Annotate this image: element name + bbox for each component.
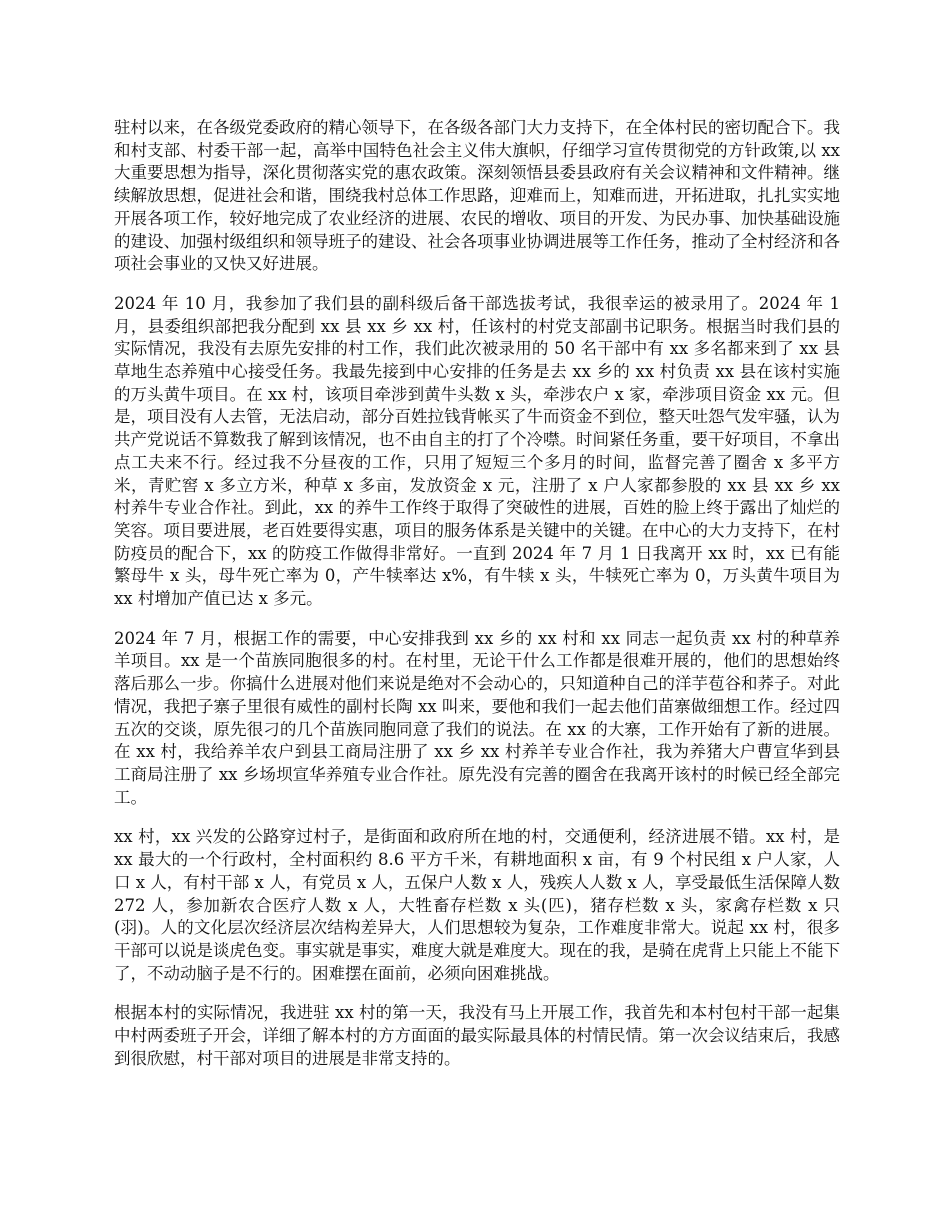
paragraph-sheep-project: 2024 年 7 月，根据工作的需要，中心安排我到 xx 乡的 xx 村和 xx 同志一起负责 xx 村的种草养羊项目。xx 是一个苗族同胞很多的村。在村里，无论干什么工作都是很难开展的，他们的思想始终落后那么一步。你搞什么进展对他们来说是绝对不会动心的，只知道种自己的洋芋苞谷和荞子。对此情况，我把子寨子里很有威性的副村长陶 xx 叫来，要他和我们一起去他们苗寨做细想工作。经过四五次的交谈，原先很刁的几个苗族同胞同意了我们的说法。在 xx 的大寨，工作开始有了新的进展。在 xx 村，我给养羊农户到县工商局注册了 xx 乡 xx 村养羊专业合作社，我为养猪大户曹宣华到县工商局注册了 xx 乡场坝宣华养殖专业合作社。原先没有完善的圈舍在我离开该村的时候已经全部完工。 bbox=[114, 628, 840, 807]
paragraph-cattle-project: 2024 年 10 月，我参加了我们县的副科级后备干部选拔考试，我很幸运的被录用了。2024 年 1 月，县委组织部把我分配到 xx 县 xx 乡 xx 村，任该村的村党支部副书记职务。根据当时我们县的实际情况，我没有去原先安排的村工作，我们此次被录用的 50 名干部中有 xx 多名都来到了 xx 县草地生态养殖中心接受任务。我最先接到中心安排的任务是去 xx 乡的 xx 村负责 xx 县在该村实施的万头黄牛项目。在 xx 村，该项目牵涉到黄牛头数 x 头，牵涉农户 x 家，牵涉项目资金 xx 元。但是，项目没有人去管，无法启动，部分百姓拉钱背帐买了牛而资金不到位，整天吐怨气发牢骚，认为共产党说话不算数我了解到该情况，也不由自主的打了个冷噤。时间紧任务重，要干好项目，不拿出点工夫来不行。经过我不分昼夜的工作，只用了短短三个多月的时间，监督完善了圈舍 x 多平方米，青贮窖 x 多立方米，种草 x 多亩，发放资金 x 元，注册了 x 户人家都参股的 xx 县 xx 乡 xx 村养牛专业合作社。到此，xx 的养牛工作终于取得了突破性的进展，百姓的脸上终于露出了灿烂的笑容。项目要进展，老百姓要得实惠，项目的服务体系是关键中的关键。在中心的大力支持下，在村防疫员的配合下，xx 的防疫工作做得非常好。一直到 2024 年 7 月 1 日我离开 xx 时，xx 已有能繁母牛 x 头，母牛死亡率为 0，产牛犊率达 x%，有牛犊 x 头，牛犊死亡率为 0，万头黄牛项目为 xx 村增加产值已达 x 多元。 bbox=[114, 293, 840, 609]
paragraph-intro: 驻村以来，在各级党委政府的精心领导下，在各级各部门大力支持下，在全体村民的密切配合下。我和村支部、村委干部一起，高举中国特色社会主义伟大旗帜，仔细学习宣传贯彻党的方针政策,以 xx 大重要思想为指导，深化贯彻落实党的惠农政策。深刻领悟县委县政府有关会议精神和文件精神。继续解放思想，促进社会和谐，围绕我村总体工作思路，迎难而上，知难而进，开拓进取，扎扎实实地开展各项工作，较好地完成了农业经济的进展、农民的增收、项目的开发、为民办事、加快基础设施的建设、加强村级组织和领导班子的建设、社会各项事业协调进展等工作任务，推动了全村经济和各项社会事业的又快又好进展。 bbox=[114, 118, 840, 274]
document-body bbox=[114, 117, 840, 1087]
paragraph-village-profile: xx 村，xx 兴发的公路穿过村子，是街面和政府所在地的村，交通便利，经济进展不错。xx 村，是 xx 最大的一个行政村，全村面积约 8.6 平方千米，有耕地面积 x 亩，有 9 个村民组 x 户人家，人口 x 人，有村干部 x 人，有党员 x 人，五保户人数 x 人，残疾人人数 x 人，享受最低生活保障人数 272 人，参加新农合医疗人数 x 人，大牲畜存栏数 x 头(匹)，猪存栏数 x 头，家禽存栏数 x 只(羽)。人的文化层次经济层次结构差异大，人们思想较为复杂，工作难度非常大。说起 xx 村，很多干部可以说是谈虎色变。事实就是事实，难度大就是难度大。现在的我，是骑在虎背上只能上不能下了，不动动脑子是不行的。困难摆在面前，必须向困难挑战。 bbox=[114, 827, 840, 983]
paragraph-first-meeting: 根据本村的实际情况，我进驻 xx 村的第一天，我没有马上开展工作，我首先和本村包村干部一起集中村两委班子开会，详细了解本村的方方面面的最实际最具体的村情民情。第一次会议结束后，我感到很欣慰，村干部对项目的进展是非常支持的。 bbox=[114, 1003, 840, 1068]
